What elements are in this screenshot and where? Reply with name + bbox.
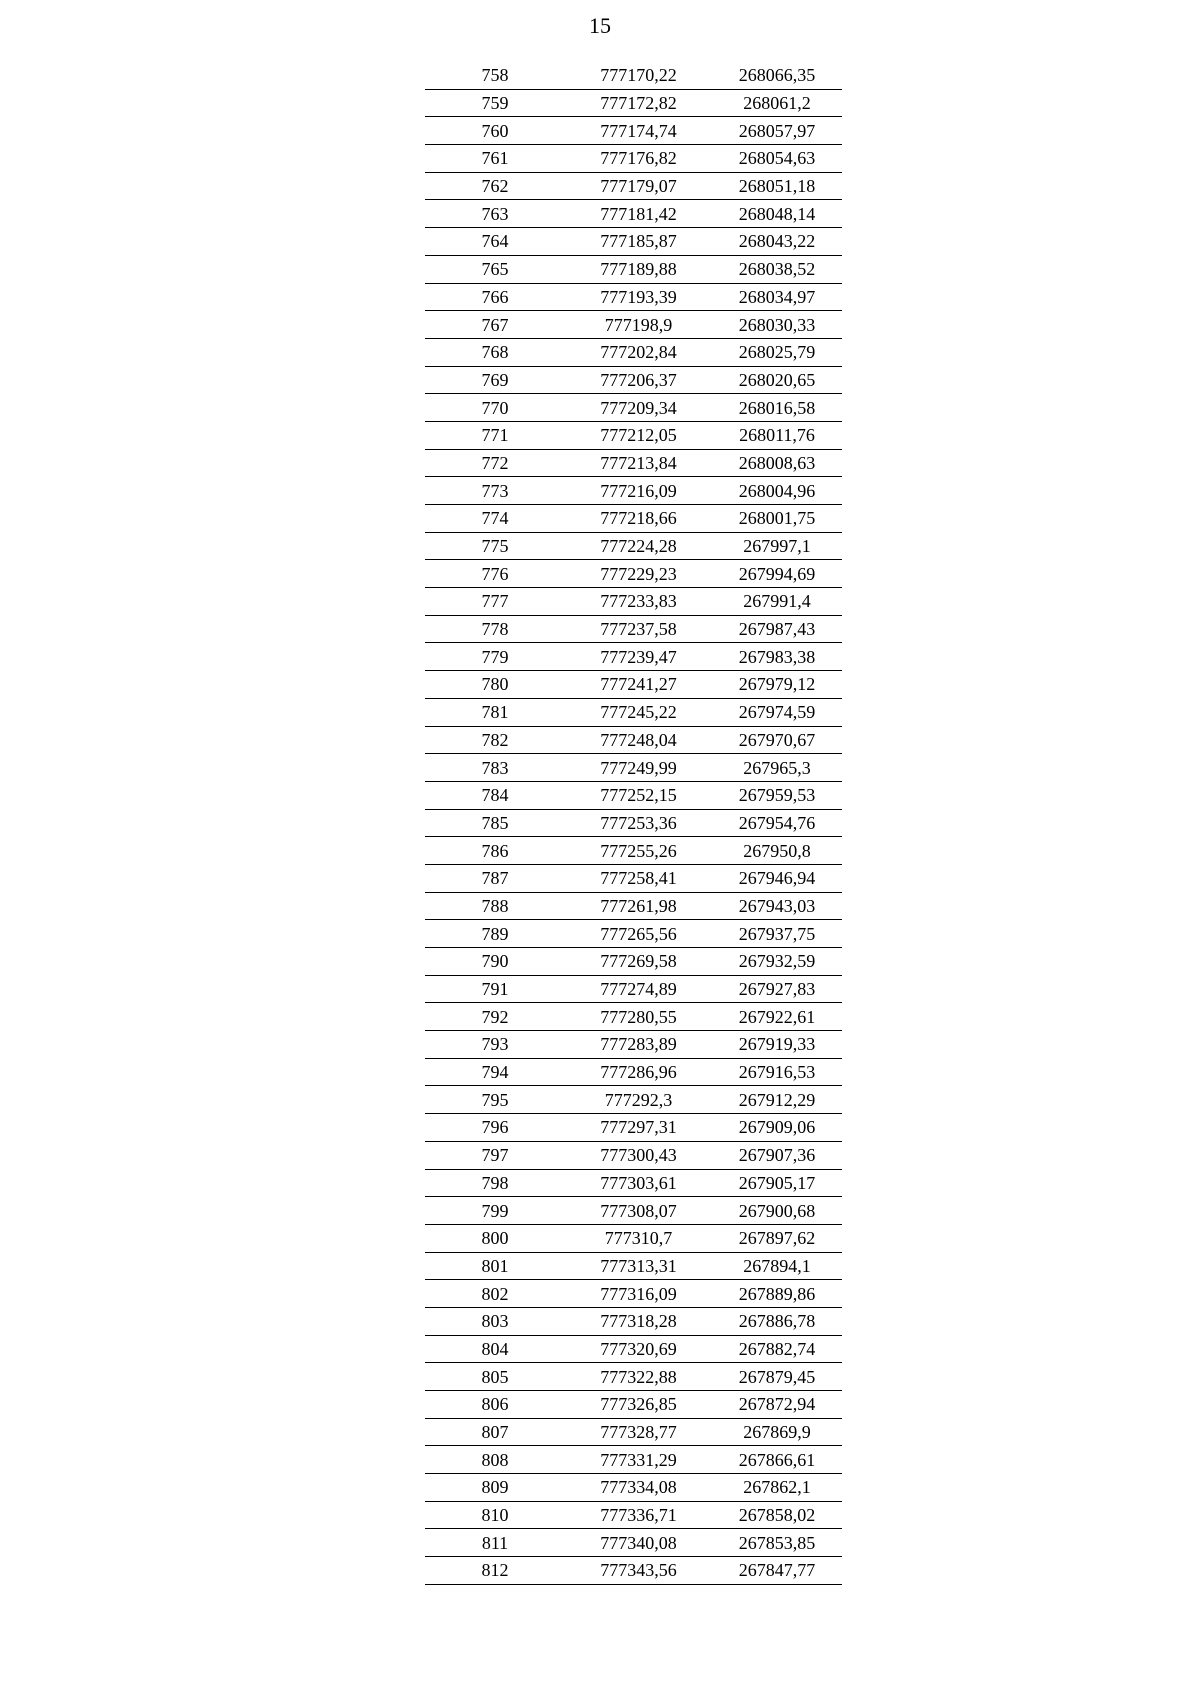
table-row xyxy=(425,892,842,920)
point-number-cell: 764 xyxy=(425,228,565,256)
coordinates-table-body xyxy=(425,62,842,1584)
x-coordinate-cell: 777202,84 xyxy=(565,338,712,366)
x-coordinate-cell: 777179,07 xyxy=(565,172,712,200)
table-row xyxy=(425,1169,842,1197)
y-coordinate-cell: 267879,45 xyxy=(712,1363,842,1391)
table-row xyxy=(425,62,842,89)
x-coordinate-cell: 777213,84 xyxy=(565,449,712,477)
y-coordinate-cell: 268004,96 xyxy=(712,477,842,505)
x-coordinate-cell: 777283,89 xyxy=(565,1031,712,1059)
table-row xyxy=(425,1529,842,1557)
point-number-cell: 773 xyxy=(425,477,565,505)
point-number-cell: 776 xyxy=(425,560,565,588)
point-number-cell: 761 xyxy=(425,145,565,173)
point-number-cell: 809 xyxy=(425,1474,565,1502)
y-coordinate-cell: 267894,1 xyxy=(712,1252,842,1280)
table-row xyxy=(425,1224,842,1252)
x-coordinate-cell: 777172,82 xyxy=(565,89,712,117)
x-coordinate-cell: 777255,26 xyxy=(565,837,712,865)
table-row xyxy=(425,588,842,616)
y-coordinate-cell: 267994,69 xyxy=(712,560,842,588)
x-coordinate-cell: 777331,29 xyxy=(565,1446,712,1474)
x-coordinate-cell: 777261,98 xyxy=(565,892,712,920)
table-row xyxy=(425,311,842,339)
y-coordinate-cell: 268054,63 xyxy=(712,145,842,173)
y-coordinate-cell: 267987,43 xyxy=(712,615,842,643)
point-number-cell: 808 xyxy=(425,1446,565,1474)
x-coordinate-cell: 777253,36 xyxy=(565,809,712,837)
x-coordinate-cell: 777343,56 xyxy=(565,1557,712,1585)
point-number-cell: 780 xyxy=(425,671,565,699)
x-coordinate-cell: 777248,04 xyxy=(565,726,712,754)
y-coordinate-cell: 268016,58 xyxy=(712,394,842,422)
table-row xyxy=(425,1335,842,1363)
x-coordinate-cell: 777212,05 xyxy=(565,421,712,449)
y-coordinate-cell: 267979,12 xyxy=(712,671,842,699)
y-coordinate-cell: 267886,78 xyxy=(712,1307,842,1335)
x-coordinate-cell: 777320,69 xyxy=(565,1335,712,1363)
x-coordinate-cell: 777310,7 xyxy=(565,1224,712,1252)
table-row xyxy=(425,726,842,754)
table-row xyxy=(425,477,842,505)
table-row xyxy=(425,1418,842,1446)
point-number-cell: 807 xyxy=(425,1418,565,1446)
point-number-cell: 781 xyxy=(425,698,565,726)
point-number-cell: 768 xyxy=(425,338,565,366)
y-coordinate-cell: 267983,38 xyxy=(712,643,842,671)
y-coordinate-cell: 267858,02 xyxy=(712,1501,842,1529)
point-number-cell: 758 xyxy=(425,62,565,89)
x-coordinate-cell: 777239,47 xyxy=(565,643,712,671)
y-coordinate-cell: 267974,59 xyxy=(712,698,842,726)
x-coordinate-cell: 777198,9 xyxy=(565,311,712,339)
x-coordinate-cell: 777334,08 xyxy=(565,1474,712,1502)
x-coordinate-cell: 777297,31 xyxy=(565,1114,712,1142)
point-number-cell: 789 xyxy=(425,920,565,948)
y-coordinate-cell: 267927,83 xyxy=(712,975,842,1003)
point-number-cell: 805 xyxy=(425,1363,565,1391)
x-coordinate-cell: 777274,89 xyxy=(565,975,712,1003)
table-row xyxy=(425,172,842,200)
y-coordinate-cell: 267922,61 xyxy=(712,1003,842,1031)
point-number-cell: 778 xyxy=(425,615,565,643)
x-coordinate-cell: 777237,58 xyxy=(565,615,712,643)
table-row xyxy=(425,837,842,865)
x-coordinate-cell: 777218,66 xyxy=(565,505,712,533)
table-row xyxy=(425,1557,842,1585)
point-number-cell: 797 xyxy=(425,1141,565,1169)
y-coordinate-cell: 267916,53 xyxy=(712,1058,842,1086)
x-coordinate-cell: 777233,83 xyxy=(565,588,712,616)
x-coordinate-cell: 777269,58 xyxy=(565,948,712,976)
point-number-cell: 777 xyxy=(425,588,565,616)
x-coordinate-cell: 777206,37 xyxy=(565,366,712,394)
y-coordinate-cell: 268061,2 xyxy=(712,89,842,117)
x-coordinate-cell: 777286,96 xyxy=(565,1058,712,1086)
point-number-cell: 770 xyxy=(425,394,565,422)
table-row xyxy=(425,643,842,671)
y-coordinate-cell: 267959,53 xyxy=(712,781,842,809)
point-number-cell: 792 xyxy=(425,1003,565,1031)
point-number-cell: 763 xyxy=(425,200,565,228)
x-coordinate-cell: 777170,22 xyxy=(565,62,712,89)
y-coordinate-cell: 267882,74 xyxy=(712,1335,842,1363)
y-coordinate-cell: 268025,79 xyxy=(712,338,842,366)
x-coordinate-cell: 777300,43 xyxy=(565,1141,712,1169)
point-number-cell: 787 xyxy=(425,864,565,892)
point-number-cell: 798 xyxy=(425,1169,565,1197)
x-coordinate-cell: 777245,22 xyxy=(565,698,712,726)
y-coordinate-cell: 267853,85 xyxy=(712,1529,842,1557)
x-coordinate-cell: 777181,42 xyxy=(565,200,712,228)
point-number-cell: 803 xyxy=(425,1307,565,1335)
table-row xyxy=(425,421,842,449)
table-row xyxy=(425,255,842,283)
point-number-cell: 788 xyxy=(425,892,565,920)
table-row xyxy=(425,394,842,422)
y-coordinate-cell: 267965,3 xyxy=(712,754,842,782)
point-number-cell: 771 xyxy=(425,421,565,449)
point-number-cell: 790 xyxy=(425,948,565,976)
y-coordinate-cell: 268043,22 xyxy=(712,228,842,256)
point-number-cell: 802 xyxy=(425,1280,565,1308)
table-row xyxy=(425,1391,842,1419)
point-number-cell: 795 xyxy=(425,1086,565,1114)
y-coordinate-cell: 268030,33 xyxy=(712,311,842,339)
x-coordinate-cell: 777174,74 xyxy=(565,117,712,145)
x-coordinate-cell: 777308,07 xyxy=(565,1197,712,1225)
point-number-cell: 769 xyxy=(425,366,565,394)
point-number-cell: 766 xyxy=(425,283,565,311)
y-coordinate-cell: 267932,59 xyxy=(712,948,842,976)
table-row xyxy=(425,532,842,560)
y-coordinate-cell: 267866,61 xyxy=(712,1446,842,1474)
table-row xyxy=(425,449,842,477)
x-coordinate-cell: 777326,85 xyxy=(565,1391,712,1419)
y-coordinate-cell: 267862,1 xyxy=(712,1474,842,1502)
y-coordinate-cell: 267991,4 xyxy=(712,588,842,616)
y-coordinate-cell: 268038,52 xyxy=(712,255,842,283)
point-number-cell: 796 xyxy=(425,1114,565,1142)
x-coordinate-cell: 777185,87 xyxy=(565,228,712,256)
y-coordinate-cell: 268048,14 xyxy=(712,200,842,228)
x-coordinate-cell: 777224,28 xyxy=(565,532,712,560)
point-number-cell: 779 xyxy=(425,643,565,671)
page-number: 15 xyxy=(589,13,611,38)
table-row xyxy=(425,1114,842,1142)
table-row xyxy=(425,1003,842,1031)
y-coordinate-cell: 267943,03 xyxy=(712,892,842,920)
table-row xyxy=(425,809,842,837)
y-coordinate-cell: 267954,76 xyxy=(712,809,842,837)
x-coordinate-cell: 777292,3 xyxy=(565,1086,712,1114)
point-number-cell: 782 xyxy=(425,726,565,754)
table-row xyxy=(425,948,842,976)
y-coordinate-cell: 268066,35 xyxy=(712,62,842,89)
point-number-cell: 793 xyxy=(425,1031,565,1059)
y-coordinate-cell: 267950,8 xyxy=(712,837,842,865)
point-number-cell: 785 xyxy=(425,809,565,837)
point-number-cell: 784 xyxy=(425,781,565,809)
point-number-cell: 811 xyxy=(425,1529,565,1557)
table-row xyxy=(425,1280,842,1308)
y-coordinate-cell: 267905,17 xyxy=(712,1169,842,1197)
y-coordinate-cell: 267946,94 xyxy=(712,864,842,892)
table-row xyxy=(425,200,842,228)
y-coordinate-cell: 267869,9 xyxy=(712,1418,842,1446)
y-coordinate-cell: 267907,36 xyxy=(712,1141,842,1169)
y-coordinate-cell: 267872,94 xyxy=(712,1391,842,1419)
table-row xyxy=(425,864,842,892)
point-number-cell: 774 xyxy=(425,505,565,533)
point-number-cell: 794 xyxy=(425,1058,565,1086)
point-number-cell: 810 xyxy=(425,1501,565,1529)
table-row xyxy=(425,283,842,311)
table-row xyxy=(425,505,842,533)
table-row xyxy=(425,1252,842,1280)
y-coordinate-cell: 268034,97 xyxy=(712,283,842,311)
x-coordinate-cell: 777229,23 xyxy=(565,560,712,588)
y-coordinate-cell: 267970,67 xyxy=(712,726,842,754)
x-coordinate-cell: 777258,41 xyxy=(565,864,712,892)
x-coordinate-cell: 777318,28 xyxy=(565,1307,712,1335)
table-row xyxy=(425,671,842,699)
y-coordinate-cell: 267937,75 xyxy=(712,920,842,948)
x-coordinate-cell: 777216,09 xyxy=(565,477,712,505)
point-number-cell: 772 xyxy=(425,449,565,477)
table-row xyxy=(425,615,842,643)
point-number-cell: 762 xyxy=(425,172,565,200)
table-row xyxy=(425,698,842,726)
table-row xyxy=(425,1363,842,1391)
point-number-cell: 760 xyxy=(425,117,565,145)
table-row xyxy=(425,89,842,117)
x-coordinate-cell: 777193,39 xyxy=(565,283,712,311)
x-coordinate-cell: 777303,61 xyxy=(565,1169,712,1197)
y-coordinate-cell: 267919,33 xyxy=(712,1031,842,1059)
table-row xyxy=(425,145,842,173)
x-coordinate-cell: 777176,82 xyxy=(565,145,712,173)
point-number-cell: 759 xyxy=(425,89,565,117)
table-row xyxy=(425,920,842,948)
table-row xyxy=(425,1086,842,1114)
y-coordinate-cell: 267897,62 xyxy=(712,1224,842,1252)
point-number-cell: 804 xyxy=(425,1335,565,1363)
point-number-cell: 765 xyxy=(425,255,565,283)
table-row xyxy=(425,338,842,366)
y-coordinate-cell: 267900,68 xyxy=(712,1197,842,1225)
x-coordinate-cell: 777280,55 xyxy=(565,1003,712,1031)
table-row xyxy=(425,781,842,809)
y-coordinate-cell: 267847,77 xyxy=(712,1557,842,1585)
y-coordinate-cell: 268001,75 xyxy=(712,505,842,533)
x-coordinate-cell: 777189,88 xyxy=(565,255,712,283)
x-coordinate-cell: 777316,09 xyxy=(565,1280,712,1308)
table-row xyxy=(425,1446,842,1474)
table-row xyxy=(425,1058,842,1086)
table-row xyxy=(425,1474,842,1502)
table-row xyxy=(425,1501,842,1529)
table-row xyxy=(425,228,842,256)
x-coordinate-cell: 777336,71 xyxy=(565,1501,712,1529)
point-number-cell: 791 xyxy=(425,975,565,1003)
table-row xyxy=(425,117,842,145)
point-number-cell: 812 xyxy=(425,1557,565,1585)
table-row xyxy=(425,975,842,1003)
y-coordinate-cell: 267912,29 xyxy=(712,1086,842,1114)
point-number-cell: 801 xyxy=(425,1252,565,1280)
y-coordinate-cell: 268057,97 xyxy=(712,117,842,145)
point-number-cell: 786 xyxy=(425,837,565,865)
x-coordinate-cell: 777322,88 xyxy=(565,1363,712,1391)
y-coordinate-cell: 268011,76 xyxy=(712,421,842,449)
y-coordinate-cell: 267997,1 xyxy=(712,532,842,560)
x-coordinate-cell: 777249,99 xyxy=(565,754,712,782)
table-row xyxy=(425,560,842,588)
x-coordinate-cell: 777252,15 xyxy=(565,781,712,809)
point-number-cell: 775 xyxy=(425,532,565,560)
table-row xyxy=(425,1307,842,1335)
x-coordinate-cell: 777313,31 xyxy=(565,1252,712,1280)
y-coordinate-cell: 268051,18 xyxy=(712,172,842,200)
table-row xyxy=(425,754,842,782)
x-coordinate-cell: 777328,77 xyxy=(565,1418,712,1446)
table-row xyxy=(425,1197,842,1225)
table-row xyxy=(425,1031,842,1059)
x-coordinate-cell: 777340,08 xyxy=(565,1529,712,1557)
point-number-cell: 800 xyxy=(425,1224,565,1252)
y-coordinate-cell: 268020,65 xyxy=(712,366,842,394)
table-row xyxy=(425,366,842,394)
point-number-cell: 799 xyxy=(425,1197,565,1225)
y-coordinate-cell: 267889,86 xyxy=(712,1280,842,1308)
point-number-cell: 783 xyxy=(425,754,565,782)
x-coordinate-cell: 777209,34 xyxy=(565,394,712,422)
coordinates-table xyxy=(425,62,842,1585)
y-coordinate-cell: 267909,06 xyxy=(712,1114,842,1142)
table-row xyxy=(425,1141,842,1169)
point-number-cell: 767 xyxy=(425,311,565,339)
x-coordinate-cell: 777265,56 xyxy=(565,920,712,948)
point-number-cell: 806 xyxy=(425,1391,565,1419)
x-coordinate-cell: 777241,27 xyxy=(565,671,712,699)
y-coordinate-cell: 268008,63 xyxy=(712,449,842,477)
